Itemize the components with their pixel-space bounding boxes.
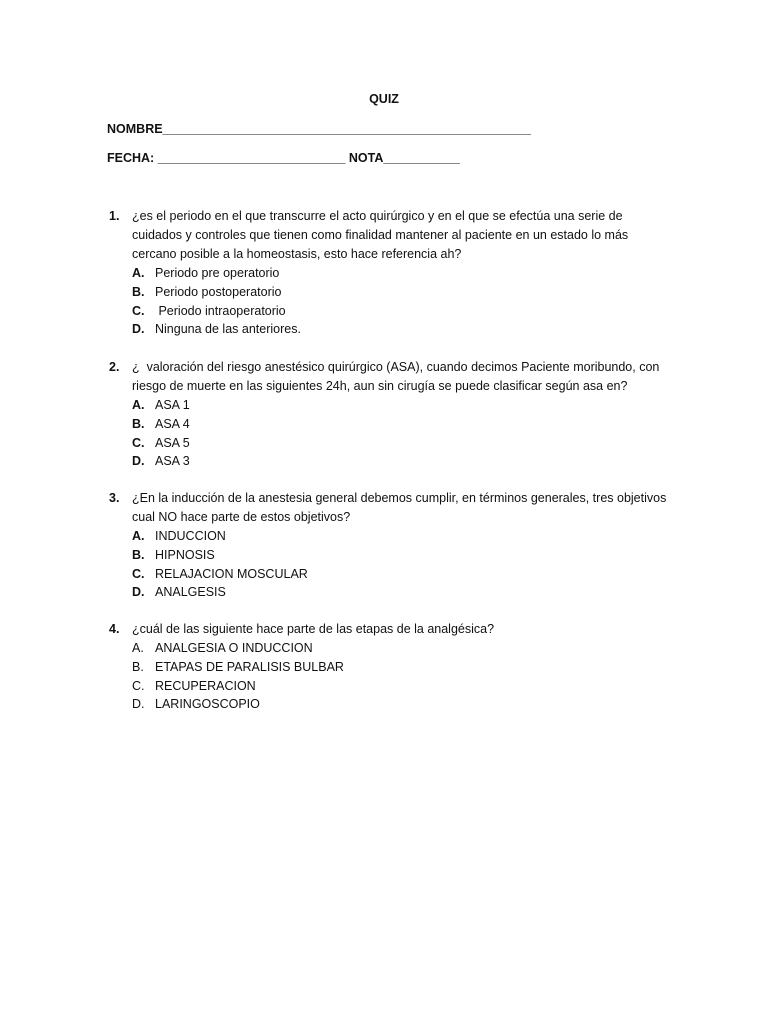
question-number: 1. [109,209,120,223]
question-3 [109,489,669,602]
option-letter: C. [132,566,145,581]
option-a [132,527,669,546]
options-list [132,527,669,602]
option-text: HIPNOSIS [155,547,215,562]
option-a [132,639,669,658]
option-letter: D. [132,585,145,600]
option-text: ANALGESIA O INDUCCION [155,641,313,655]
option-text: Periodo pre operatorio [155,266,280,280]
option-text: ASA 3 [155,454,190,469]
option-letter: D. [132,697,145,712]
question-text: ¿es el periodo en el que transcurre el acto quirúrgico y en el que se efectúa una serie de cuidados y controles que tienen como finalidad mantener al paciente en un estado lo más cercano posible a la homeostasis, esto hace referencia ah? [132,209,629,261]
option-a [132,396,669,415]
option-text: Periodo postoperatorio [155,284,282,299]
option-letter: B. [132,547,145,562]
option-letter: C. [132,435,145,450]
option-letter: B. [132,659,144,674]
option-letter: A. [132,398,145,412]
question-text: ¿ valoración del riesgo anestésico quirúrgico (ASA), cuando decimos Paciente moribundo, con riesgo de muerte en las siguientes 24h, aun sin cirugía se puede clasificar según asa en? [132,360,663,393]
option-text: ASA 1 [155,398,190,412]
option-text: INDUCCION [155,529,226,543]
option-letter: D. [132,454,145,469]
option-text: ANALGESIS [155,585,226,600]
question-text: ¿cuál de las siguiente hace parte de las etapas de la analgésica? [132,622,495,636]
option-letter: B. [132,416,145,431]
option-b [132,283,669,302]
page-title: QUIZ [369,92,399,106]
option-d [132,452,669,471]
option-a [132,264,669,283]
question-number: 2. [109,360,120,374]
option-letter: D. [132,322,145,337]
option-text: ASA 4 [155,416,190,431]
option-letter: A. [132,641,144,655]
option-text: RELAJACION MOSCULAR [155,566,308,581]
options-list [132,639,669,714]
option-c [132,677,669,696]
question-1 [109,207,669,339]
option-text: Periodo intraoperatorio [155,303,286,318]
options-list [132,396,669,471]
option-letter: B. [132,284,145,299]
nombre-field: NOMBRE_____________________________________________________ [107,122,532,136]
question-4 [109,620,669,714]
option-text: ETAPAS DE PARALISIS BULBAR [155,659,344,674]
question-2 [109,358,669,471]
option-d [132,695,669,714]
option-b [132,415,669,434]
fecha-nota-field: FECHA: ___________________________ NOTA___________ [107,151,460,165]
option-c [132,434,669,453]
option-c [132,302,669,321]
question-number: 4. [109,622,120,636]
option-d [132,320,669,339]
options-list [132,264,669,339]
option-text: ASA 5 [155,435,190,450]
option-b [132,546,669,565]
option-c [132,565,669,584]
question-text: ¿En la inducción de la anestesia general debemos cumplir, en términos generales, tres objetivos cual NO hace parte de estos objetivos? [132,491,667,524]
option-d [132,583,669,602]
option-text: LARINGOSCOPIO [155,697,260,712]
option-b [132,658,669,677]
option-letter: C. [132,678,145,693]
option-text: RECUPERACION [155,678,256,693]
option-letter: C. [132,303,145,318]
option-letter: A. [132,529,145,543]
option-letter: A. [132,266,145,280]
question-number: 3. [109,491,120,505]
option-text: Ninguna de las anteriores. [155,322,301,337]
